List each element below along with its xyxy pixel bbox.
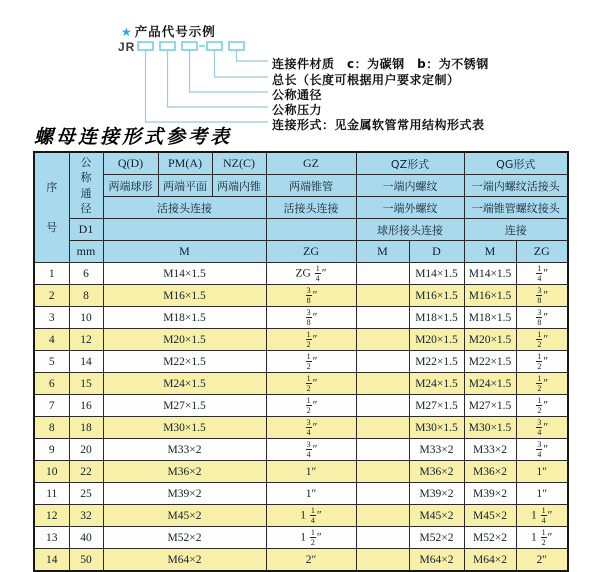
header-type-q: Q(D) bbox=[103, 152, 158, 175]
gz-cell: $\frac{1}{2}$ ″ bbox=[266, 395, 356, 417]
qz-m-cell bbox=[356, 461, 409, 483]
qg-m-cell: M64×2 bbox=[464, 549, 516, 572]
table-row bbox=[34, 483, 568, 505]
qz-d-cell: M27×1.5 bbox=[409, 395, 464, 417]
header-empty-1 bbox=[103, 219, 266, 241]
qz-d-cell: M16×1.5 bbox=[409, 285, 464, 307]
diagram-label-material: 连接件材质 c：为碳钢 b：为不锈钢 bbox=[272, 57, 489, 71]
table-header bbox=[34, 152, 568, 263]
header-dn bbox=[69, 152, 103, 219]
qg-m-cell: M16×1.5 bbox=[464, 285, 516, 307]
header-pm-sub: 两端平面 bbox=[158, 175, 212, 197]
table-row bbox=[34, 351, 568, 373]
header-type-nz: NZ(C) bbox=[212, 152, 266, 175]
header-m1: M bbox=[103, 241, 266, 263]
m-cell: M30×1.5 bbox=[103, 417, 266, 439]
header-qg-sub1: 一端内螺纹活接头 bbox=[464, 175, 568, 197]
dn-cell: 22 bbox=[69, 461, 103, 483]
code-box-2 bbox=[160, 42, 175, 50]
qg-m-cell: M45×2 bbox=[464, 505, 516, 527]
gz-cell: $\frac{1}{2}$ ″ bbox=[266, 329, 356, 351]
qz-m-cell bbox=[356, 505, 409, 527]
table-row bbox=[34, 549, 568, 572]
qz-d-cell: M39×2 bbox=[409, 483, 464, 505]
dn-cell: 20 bbox=[69, 439, 103, 461]
qz-m-cell bbox=[356, 527, 409, 549]
diagram-label-diameter: 公称通径 bbox=[272, 88, 323, 102]
header-d: D bbox=[409, 241, 464, 263]
qg-m-cell: M39×2 bbox=[464, 483, 516, 505]
table-row bbox=[34, 307, 568, 329]
seq-cell: 4 bbox=[34, 329, 69, 351]
m-cell: M39×2 bbox=[103, 483, 266, 505]
gz-cell: $\frac{3}{4}$ ″ bbox=[266, 417, 356, 439]
qg-zg-cell: 1 $\frac{1}{4}$ ″ bbox=[516, 505, 568, 527]
dn-cell: 12 bbox=[69, 329, 103, 351]
header-zg1: ZG bbox=[266, 241, 356, 263]
qg-zg-cell: $\frac{3}{4}$ ″ bbox=[516, 417, 568, 439]
header-seq-label: 序 号 bbox=[46, 181, 58, 234]
m-cell: M16×1.5 bbox=[103, 285, 266, 307]
m-cell: M52×2 bbox=[103, 527, 266, 549]
product-code-prefix: JR bbox=[118, 40, 136, 54]
header-empty-2 bbox=[266, 219, 356, 241]
dn-cell: 16 bbox=[69, 395, 103, 417]
header-type-qz: QZ形式 bbox=[356, 152, 464, 175]
diagram-heading bbox=[121, 22, 216, 40]
header-dn-label: 公 称 通 径 bbox=[80, 156, 92, 215]
qg-zg-cell: 1″ bbox=[516, 483, 568, 505]
seq-cell: 12 bbox=[34, 505, 69, 527]
page-title: 螺母连接形式参考表 bbox=[34, 127, 233, 148]
header-type-pm: PM(A) bbox=[158, 152, 212, 175]
header-qz-sub2: 一端外螺纹 bbox=[356, 197, 464, 219]
dn-cell: 10 bbox=[69, 307, 103, 329]
seq-cell: 10 bbox=[34, 461, 69, 483]
qz-d-cell: M18×1.5 bbox=[409, 307, 464, 329]
qg-zg-cell: $\frac{3}{4}$ ″ bbox=[516, 439, 568, 461]
header-zg2: ZG bbox=[516, 241, 568, 263]
qz-m-cell bbox=[356, 373, 409, 395]
header-type-gz: GZ bbox=[266, 152, 356, 175]
qz-d-cell: M14×1.5 bbox=[409, 263, 464, 285]
diagram-label-connection: 连接形式：见金属软管常用结构形式表 bbox=[272, 118, 485, 132]
header-d1: D1 bbox=[69, 219, 103, 241]
qz-m-cell bbox=[356, 417, 409, 439]
header-qz-sub1: 一端内螺纹 bbox=[356, 175, 464, 197]
m-cell: M24×1.5 bbox=[103, 373, 266, 395]
m-cell: M64×2 bbox=[103, 549, 266, 572]
seq-cell: 7 bbox=[34, 395, 69, 417]
table-row bbox=[34, 329, 568, 351]
seq-cell: 1 bbox=[34, 263, 69, 285]
gz-cell: ZG $\frac{1}{4}$ ″ bbox=[266, 263, 356, 285]
qz-d-cell: M52×2 bbox=[409, 527, 464, 549]
seq-cell: 9 bbox=[34, 439, 69, 461]
qg-zg-cell: $\frac{3}{8}$ ″ bbox=[516, 285, 568, 307]
qg-m-cell: M36×2 bbox=[464, 461, 516, 483]
dn-cell: 8 bbox=[69, 285, 103, 307]
header-nz-sub: 两端内锥 bbox=[212, 175, 266, 197]
dn-cell: 32 bbox=[69, 505, 103, 527]
star-icon: ★ bbox=[121, 25, 133, 39]
qz-m-cell bbox=[356, 395, 409, 417]
seq-cell: 8 bbox=[34, 417, 69, 439]
gz-cell: 1 $\frac{1}{2}$ ″ bbox=[266, 527, 356, 549]
qg-zg-cell: $\frac{1}{2}$ ″ bbox=[516, 329, 568, 351]
qz-m-cell bbox=[356, 549, 409, 572]
header-q-sub: 两端球形 bbox=[103, 175, 158, 197]
qz-m-cell bbox=[356, 285, 409, 307]
nut-connection-reference-table bbox=[33, 151, 569, 572]
m-cell: M20×1.5 bbox=[103, 329, 266, 351]
seq-cell: 6 bbox=[34, 373, 69, 395]
table-row bbox=[34, 263, 568, 285]
gz-cell: 1″ bbox=[266, 461, 356, 483]
gz-cell: $\frac{1}{2}$ ″ bbox=[266, 351, 356, 373]
m-cell: M36×2 bbox=[103, 461, 266, 483]
dn-cell: 15 bbox=[69, 373, 103, 395]
qg-zg-cell: $\frac{3}{8}$ ″ bbox=[516, 307, 568, 329]
qz-d-cell: M30×1.5 bbox=[409, 417, 464, 439]
gz-cell: $\frac{3}{8}$ ″ bbox=[266, 285, 356, 307]
qz-m-cell bbox=[356, 263, 409, 285]
gz-cell: $\frac{3}{8}$ ″ bbox=[266, 307, 356, 329]
diagram-label-pressure: 公称压力 bbox=[272, 103, 323, 117]
header-live-joint: 活接头连接 bbox=[103, 197, 266, 219]
qg-m-cell: M14×1.5 bbox=[464, 263, 516, 285]
header-qg-connect: 连接 bbox=[464, 219, 568, 241]
dn-cell: 40 bbox=[69, 527, 103, 549]
header-gz-sub: 两端锥管 bbox=[266, 175, 356, 197]
header-m3: M bbox=[464, 241, 516, 263]
qg-zg-cell: 1″ bbox=[516, 461, 568, 483]
qg-zg-cell: $\frac{1}{2}$ ″ bbox=[516, 351, 568, 373]
seq-cell: 14 bbox=[34, 549, 69, 572]
m-cell: M22×1.5 bbox=[103, 351, 266, 373]
table-row bbox=[34, 505, 568, 527]
qg-m-cell: M27×1.5 bbox=[464, 395, 516, 417]
dn-cell: 18 bbox=[69, 417, 103, 439]
code-box-5 bbox=[229, 42, 244, 50]
seq-cell: 11 bbox=[34, 483, 69, 505]
header-gz-live: 活接头连接 bbox=[266, 197, 356, 219]
table-body bbox=[34, 263, 568, 572]
table-row bbox=[34, 527, 568, 549]
header-seq bbox=[34, 152, 69, 263]
m-cell: M27×1.5 bbox=[103, 395, 266, 417]
qg-zg-cell: 1 $\frac{1}{2}$ ″ bbox=[516, 527, 568, 549]
code-box-4 bbox=[207, 42, 222, 50]
diagram-heading-text: 产品代号示例 bbox=[134, 24, 216, 39]
m-cell: M18×1.5 bbox=[103, 307, 266, 329]
qz-d-cell: M64×2 bbox=[409, 549, 464, 572]
gz-cell: 1″ bbox=[266, 483, 356, 505]
table-row bbox=[34, 439, 568, 461]
table-row bbox=[34, 417, 568, 439]
qg-m-cell: M22×1.5 bbox=[464, 351, 516, 373]
dn-cell: 50 bbox=[69, 549, 103, 572]
qg-zg-cell: $\frac{1}{2}$ ″ bbox=[516, 395, 568, 417]
code-box-3 bbox=[182, 42, 197, 50]
qg-m-cell: M33×2 bbox=[464, 439, 516, 461]
gz-cell: $\frac{3}{4}$ ″ bbox=[266, 439, 356, 461]
qz-m-cell bbox=[356, 483, 409, 505]
m-cell: M45×2 bbox=[103, 505, 266, 527]
qg-m-cell: M52×2 bbox=[464, 527, 516, 549]
dn-cell: 6 bbox=[69, 263, 103, 285]
qg-m-cell: M20×1.5 bbox=[464, 329, 516, 351]
header-m2: M bbox=[356, 241, 409, 263]
seq-cell: 5 bbox=[34, 351, 69, 373]
qz-d-cell: M20×1.5 bbox=[409, 329, 464, 351]
gz-cell: 2″ bbox=[266, 549, 356, 572]
seq-cell: 2 bbox=[34, 285, 69, 307]
diagram-label-length: 总长（长度可根据用户要求定制） bbox=[272, 72, 460, 87]
table-row bbox=[34, 285, 568, 307]
code-box-1 bbox=[138, 42, 153, 50]
table-row bbox=[34, 395, 568, 417]
qg-zg-cell: $\frac{1}{4}$ ″ bbox=[516, 263, 568, 285]
dn-cell: 25 bbox=[69, 483, 103, 505]
qg-m-cell: M24×1.5 bbox=[464, 373, 516, 395]
gz-cell: $\frac{1}{2}$ ″ bbox=[266, 373, 356, 395]
qg-m-cell: M18×1.5 bbox=[464, 307, 516, 329]
header-type-qg: QG形式 bbox=[464, 152, 568, 175]
header-qz-connect: 球形接头连接 bbox=[356, 219, 464, 241]
qz-m-cell bbox=[356, 351, 409, 373]
qg-zg-cell: $\frac{1}{2}$ ″ bbox=[516, 373, 568, 395]
m-cell: M33×2 bbox=[103, 439, 266, 461]
table-row bbox=[34, 461, 568, 483]
dn-cell: 14 bbox=[69, 351, 103, 373]
qz-m-cell bbox=[356, 329, 409, 351]
qz-m-cell bbox=[356, 439, 409, 461]
qz-d-cell: M22×1.5 bbox=[409, 351, 464, 373]
qz-d-cell: M36×2 bbox=[409, 461, 464, 483]
m-cell: M14×1.5 bbox=[103, 263, 266, 285]
table-row bbox=[34, 373, 568, 395]
qg-zg-cell: 2″ bbox=[516, 549, 568, 572]
qz-d-cell: M33×2 bbox=[409, 439, 464, 461]
header-qg-sub2: 一端锥管螺纹接头 bbox=[464, 197, 568, 219]
header-mm: mm bbox=[69, 241, 103, 263]
seq-cell: 13 bbox=[34, 527, 69, 549]
seq-cell: 3 bbox=[34, 307, 69, 329]
qz-d-cell: M45×2 bbox=[409, 505, 464, 527]
gz-cell: 1 $\frac{1}{4}$ ″ bbox=[266, 505, 356, 527]
qz-m-cell bbox=[356, 307, 409, 329]
qz-d-cell: M24×1.5 bbox=[409, 373, 464, 395]
qg-m-cell: M30×1.5 bbox=[464, 417, 516, 439]
